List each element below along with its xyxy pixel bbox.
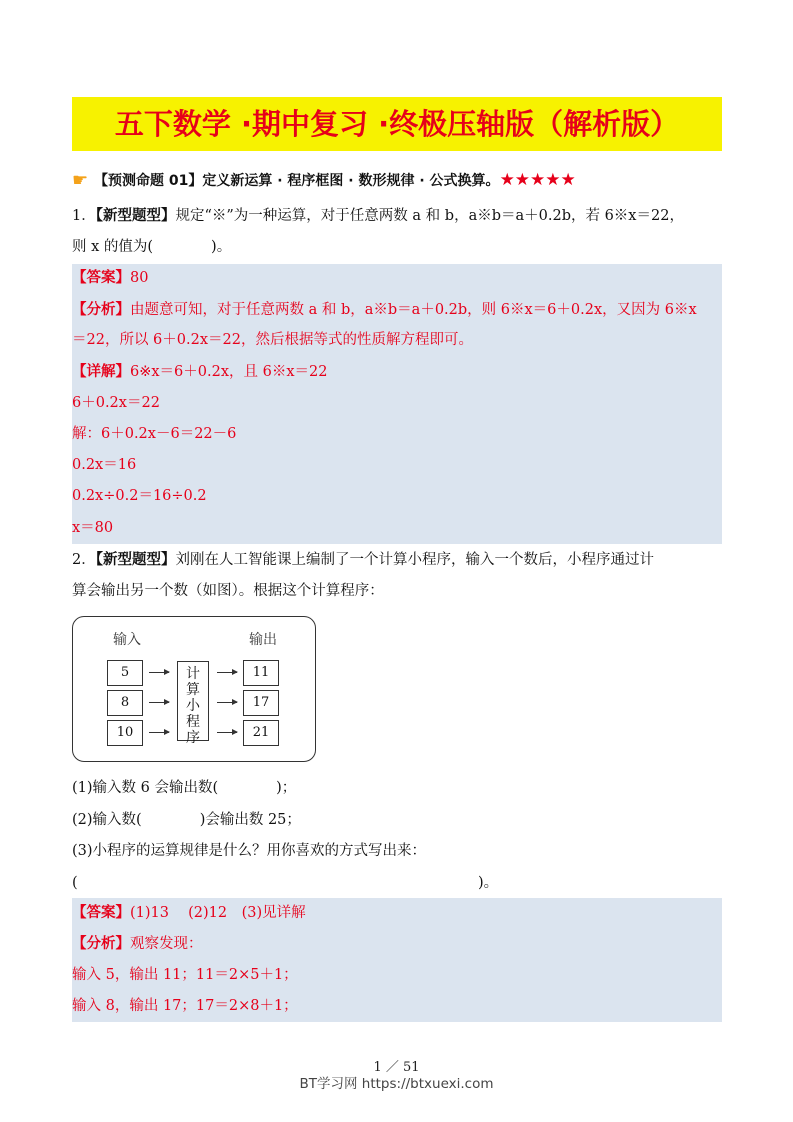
page-number: 1 ／ 51 xyxy=(373,1060,420,1075)
difficulty-stars: ★★★★★ xyxy=(499,170,576,190)
program-char: 小 xyxy=(186,698,200,714)
diagram-output-label: 输出 xyxy=(249,632,277,648)
diagram-output-box: 21 xyxy=(243,720,279,746)
diagram-arrow-icon xyxy=(149,732,169,733)
answer-1-analysis-line-1 xyxy=(72,300,697,320)
answer-1-analysis-text: 由题意可知，对于任意两数 a 和 b，a※b＝a＋0.2b，则 6※x＝6＋0.2x，又因为 6※x xyxy=(130,302,697,318)
program-char: 算 xyxy=(186,682,200,698)
question-2-blank-right: )。 xyxy=(478,875,499,891)
diagram-input-label: 输入 xyxy=(113,632,141,648)
question-1-text: 规定“※”为一种运算，对于任意两数 a 和 b，a※b＝a＋0.2b，若 6※x＝22， xyxy=(175,208,684,224)
diagram-input-box: 5 xyxy=(107,660,143,686)
diagram-program-box xyxy=(177,661,209,746)
question-2-sub-2: (2)输入数( )会输出数 25； xyxy=(72,812,301,828)
question-2-number: 2． xyxy=(72,552,96,568)
question-1-tag: 【新型题型】 xyxy=(95,208,176,224)
question-1-number: 1． xyxy=(72,208,96,224)
answer-1-analysis-line-2: ＝22，所以 6＋0.2x＝22，然后根据等式的性质解方程即可。 xyxy=(72,332,473,348)
answer-1-analysis-tag: 【分析】 xyxy=(72,302,130,318)
answer-2-analysis-tag: 【分析】 xyxy=(72,936,130,952)
program-char: 程 xyxy=(186,714,200,730)
question-2-tag: 【新型题型】 xyxy=(95,552,176,568)
answer-2-analysis xyxy=(72,934,203,954)
answer-1-detail-text: 6※x＝6＋0.2x，且 6※x＝22 xyxy=(130,364,328,380)
answer-1-detail xyxy=(72,362,327,382)
answer-2-answer-tag: 【答案】 xyxy=(72,905,130,921)
answer-1-answer-value: 80 xyxy=(130,270,149,286)
diagram-arrow-icon xyxy=(217,672,237,673)
diagram-arrow-icon xyxy=(217,702,237,703)
program-char: 序 xyxy=(186,730,200,746)
answer-2-answer xyxy=(72,903,306,923)
question-2-line-1 xyxy=(72,550,654,570)
question-2-line-2: 算会输出另一个数（如图）。根据这个计算程序： xyxy=(72,583,384,599)
answer-2-answer-value: (1)13 (2)12 (3)见详解 xyxy=(130,905,306,921)
prediction-label: 【预测命题 01】定义新运算 · 程序框图 · 数形规律 · 公式换算。 xyxy=(94,173,500,189)
diagram-input-box: 8 xyxy=(107,690,143,716)
answer-1-step: 6＋0.2x＝22 xyxy=(72,395,160,411)
answer-2-line: 输入 5，输出 11；11＝2×5＋1； xyxy=(72,967,298,983)
answer-1-step: 0.2x÷0.2＝16÷0.2 xyxy=(72,488,207,504)
question-1-line-1 xyxy=(72,206,684,226)
answer-1-step: x＝80 xyxy=(72,520,114,536)
question-2-sub-3: (3)小程序的运算规律是什么？用你喜欢的方式写出来： xyxy=(72,843,427,859)
pointing-hand-icon: ☛ xyxy=(72,170,89,191)
program-char: 计 xyxy=(186,666,200,682)
program-diagram xyxy=(72,616,316,762)
diagram-output-box: 11 xyxy=(243,660,279,686)
question-2-sub-1: (1)输入数 6 会输出数( )； xyxy=(72,780,297,796)
question-2-blank-left: ( xyxy=(72,875,78,891)
answer-1-answer-tag: 【答案】 xyxy=(72,270,130,286)
answer-1-step: 解：6＋0.2x－6＝22－6 xyxy=(72,426,237,442)
diagram-input-box: 10 xyxy=(107,720,143,746)
answer-1-step: 0.2x＝16 xyxy=(72,457,137,473)
answer-2-analysis-text: 观察发现： xyxy=(130,936,203,952)
answer-1-detail-tag: 【详解】 xyxy=(72,364,130,380)
prediction-topic xyxy=(72,168,576,192)
page-banner-title: 五下数学 ·期中复习 ·终极压轴版（解析版） xyxy=(72,97,722,151)
diagram-arrow-icon xyxy=(217,732,237,733)
question-1-line-2: 则 x 的值为( )。 xyxy=(72,239,232,255)
footer-site-link[interactable]: BT学习网 https://btxuexi.com xyxy=(299,1076,494,1092)
question-2-text: 刘刚在人工智能课上编制了一个计算小程序，输入一个数后，小程序通过计 xyxy=(175,552,654,568)
answer-2-line: 输入 8，输出 17；17＝2×8＋1； xyxy=(72,998,298,1014)
diagram-arrow-icon xyxy=(149,702,169,703)
diagram-arrow-icon xyxy=(149,672,169,673)
answer-1-answer xyxy=(72,268,148,288)
diagram-output-box: 17 xyxy=(243,690,279,716)
